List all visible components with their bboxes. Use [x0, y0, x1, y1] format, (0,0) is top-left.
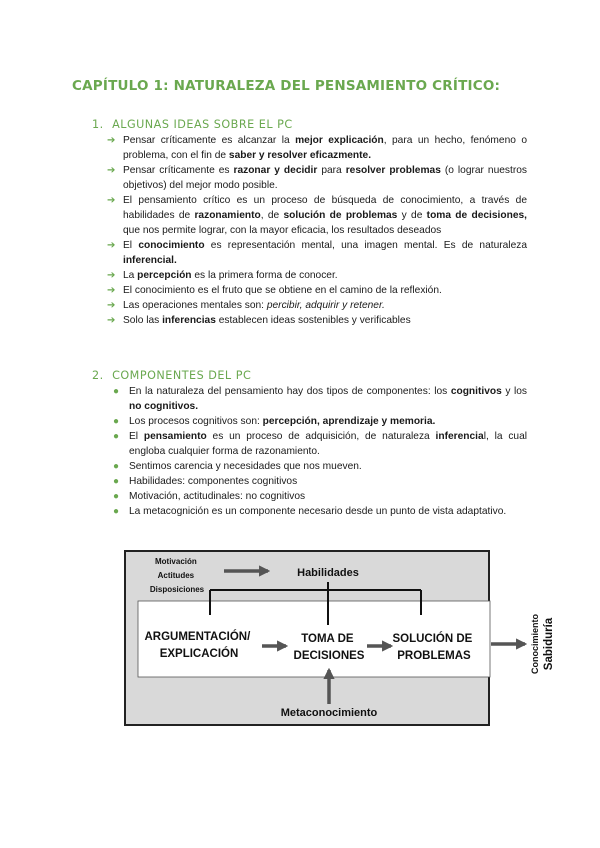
text-segment: es un proceso de adquisición, de naturaleza	[206, 431, 436, 442]
list-item	[113, 414, 527, 429]
argumentacion-line: ARGUMENTACIÓN/	[144, 631, 251, 643]
list-item	[113, 459, 527, 474]
list-item	[113, 474, 527, 489]
text-segment: y de	[397, 210, 427, 221]
arrow-bullet-icon: ➔	[107, 165, 116, 176]
section-1-list	[107, 133, 527, 328]
bold-text: saber y resolver eficazmente.	[228, 150, 372, 161]
dot-bullet-icon: ●	[113, 461, 120, 472]
bold-text: solución de problemas	[283, 210, 398, 221]
text-segment: , para un hecho, fenómeno o problema, con el fin de	[123, 135, 527, 161]
text-segment: (o lograr nuestros objetivos) del mejor modo posible.	[123, 165, 527, 191]
bold-text: toma de decisiones,	[426, 210, 527, 221]
text-segment: La	[123, 270, 138, 281]
list-item	[113, 384, 527, 414]
text-segment: es la primera forma de conocer.	[191, 270, 338, 281]
list-item	[107, 268, 527, 283]
decisiones-line: DECISIONES	[293, 650, 365, 662]
list-item	[113, 429, 527, 459]
text-segment: establecen ideas sostenibles y verificables	[215, 315, 411, 326]
list-item	[107, 133, 527, 163]
bold-text: cognitivos	[450, 386, 502, 397]
sabiduria-label: Sabiduría	[543, 617, 555, 671]
bold-text: conocimiento	[138, 240, 205, 251]
bold-text: percepción, aprendizaje y memoria.	[262, 416, 436, 427]
bold-text: razonamiento	[194, 210, 261, 221]
list-item	[107, 313, 527, 328]
motivacion-line: Motivación	[154, 557, 197, 566]
toma-line: TOMA DE	[301, 633, 354, 645]
text-segment: es representación mental, una imagen mental. Es de naturaleza	[204, 240, 527, 251]
arrow-bullet-icon: ➔	[107, 240, 116, 251]
text-segment: Sentimos carencia y necesidades que nos mueven.	[129, 461, 362, 472]
text-segment: La metacognición es un componente necesario desde un punto de vista adaptativo.	[129, 506, 507, 517]
text-segment: El	[129, 431, 144, 442]
text-segment: Pensar críticamente es alcanzar la	[123, 135, 296, 146]
section-2-number: 2.	[92, 369, 104, 382]
dot-bullet-icon: ●	[113, 386, 120, 397]
text-segment: para	[317, 165, 346, 176]
list-item	[107, 163, 527, 193]
section-1-number: 1.	[92, 118, 104, 131]
text-segment: Los procesos cognitivos son:	[129, 416, 263, 427]
text-segment: El pensamiento crítico es un proceso de búsqueda de conocimiento, a través de habilidades de	[123, 195, 527, 221]
explicacion-line: EXPLICACIÓN	[159, 648, 239, 660]
arrow-bullet-icon: ➔	[107, 300, 116, 311]
list-item	[113, 504, 527, 519]
text-segment: El conocimiento es el fruto que se obtiene en el camino de la reflexión.	[123, 285, 442, 296]
section-2-list	[113, 384, 527, 519]
dot-bullet-icon: ●	[113, 506, 120, 517]
text-segment: Motivación, actitudinales: no cognitivos	[129, 491, 306, 502]
dot-bullet-icon: ●	[113, 491, 120, 502]
text-segment: El	[123, 240, 139, 251]
text-segment: , de	[260, 210, 284, 221]
italic-text: percibir, adquirir y retener.	[266, 300, 385, 311]
bold-text: inferencial.	[123, 255, 177, 266]
bold-text: pensamiento	[143, 431, 207, 442]
dot-bullet-icon: ●	[113, 416, 120, 427]
bold-text: no cognitivos.	[129, 401, 199, 412]
text-segment: que nos permite lograr, con la mayor eficacia, los resultados deseados	[123, 225, 442, 236]
section-2-title: COMPONENTES DEL PC	[112, 369, 252, 382]
bold-text: mejor explicación	[295, 135, 384, 146]
text-segment: Las operaciones mentales son:	[123, 300, 267, 311]
bold-text: resolver problemas	[345, 165, 441, 176]
metaconocimiento-label: Metaconocimiento	[280, 707, 378, 719]
arrow-bullet-icon: ➔	[107, 315, 116, 326]
actitudes-line: Actitudes	[157, 571, 195, 580]
text-segment: Pensar críticamente es	[123, 165, 234, 176]
arrow-bullet-icon: ➔	[107, 270, 116, 281]
bold-text: percepción	[137, 270, 192, 281]
text-segment: l, la cual engloba cualquier forma de razonamiento.	[129, 431, 528, 457]
habilidades-label: Habilidades	[297, 567, 359, 579]
arrow-bullet-icon: ➔	[107, 135, 116, 146]
bold-text: inferencia	[435, 431, 484, 442]
text-segment: Solo las	[123, 315, 163, 326]
list-item	[107, 283, 527, 298]
bold-text: inferencias	[162, 315, 216, 326]
conocimiento-label: Conocimiento	[530, 614, 540, 674]
arrow-bullet-icon: ➔	[107, 285, 116, 296]
disposiciones-line: Disposiciones	[149, 585, 205, 594]
bold-text: razonar y decidir	[233, 165, 318, 176]
text-segment: y los	[501, 386, 528, 397]
arrow-bullet-icon: ➔	[107, 195, 116, 206]
dot-bullet-icon: ●	[113, 476, 120, 487]
list-item	[113, 489, 527, 504]
solucion-line: SOLUCIÓN DE	[392, 633, 473, 645]
chapter-title: CAPÍTULO 1: NATURALEZA DEL PENSAMIENTO CRÍTICO:	[72, 78, 501, 94]
text-segment: Habilidades: componentes cognitivos	[129, 476, 298, 487]
section-1-heading	[92, 118, 293, 131]
list-item	[107, 238, 527, 268]
section-2-heading	[92, 369, 251, 382]
text-segment: En la naturaleza del pensamiento hay dos tipos de componentes: los	[129, 386, 451, 397]
section-1-title: ALGUNAS IDEAS SOBRE EL PC	[112, 118, 293, 131]
list-item	[107, 193, 527, 238]
pc-components-diagram	[120, 549, 560, 734]
problemas-line: PROBLEMAS	[397, 650, 471, 662]
list-item	[107, 298, 527, 313]
dot-bullet-icon: ●	[113, 431, 120, 442]
